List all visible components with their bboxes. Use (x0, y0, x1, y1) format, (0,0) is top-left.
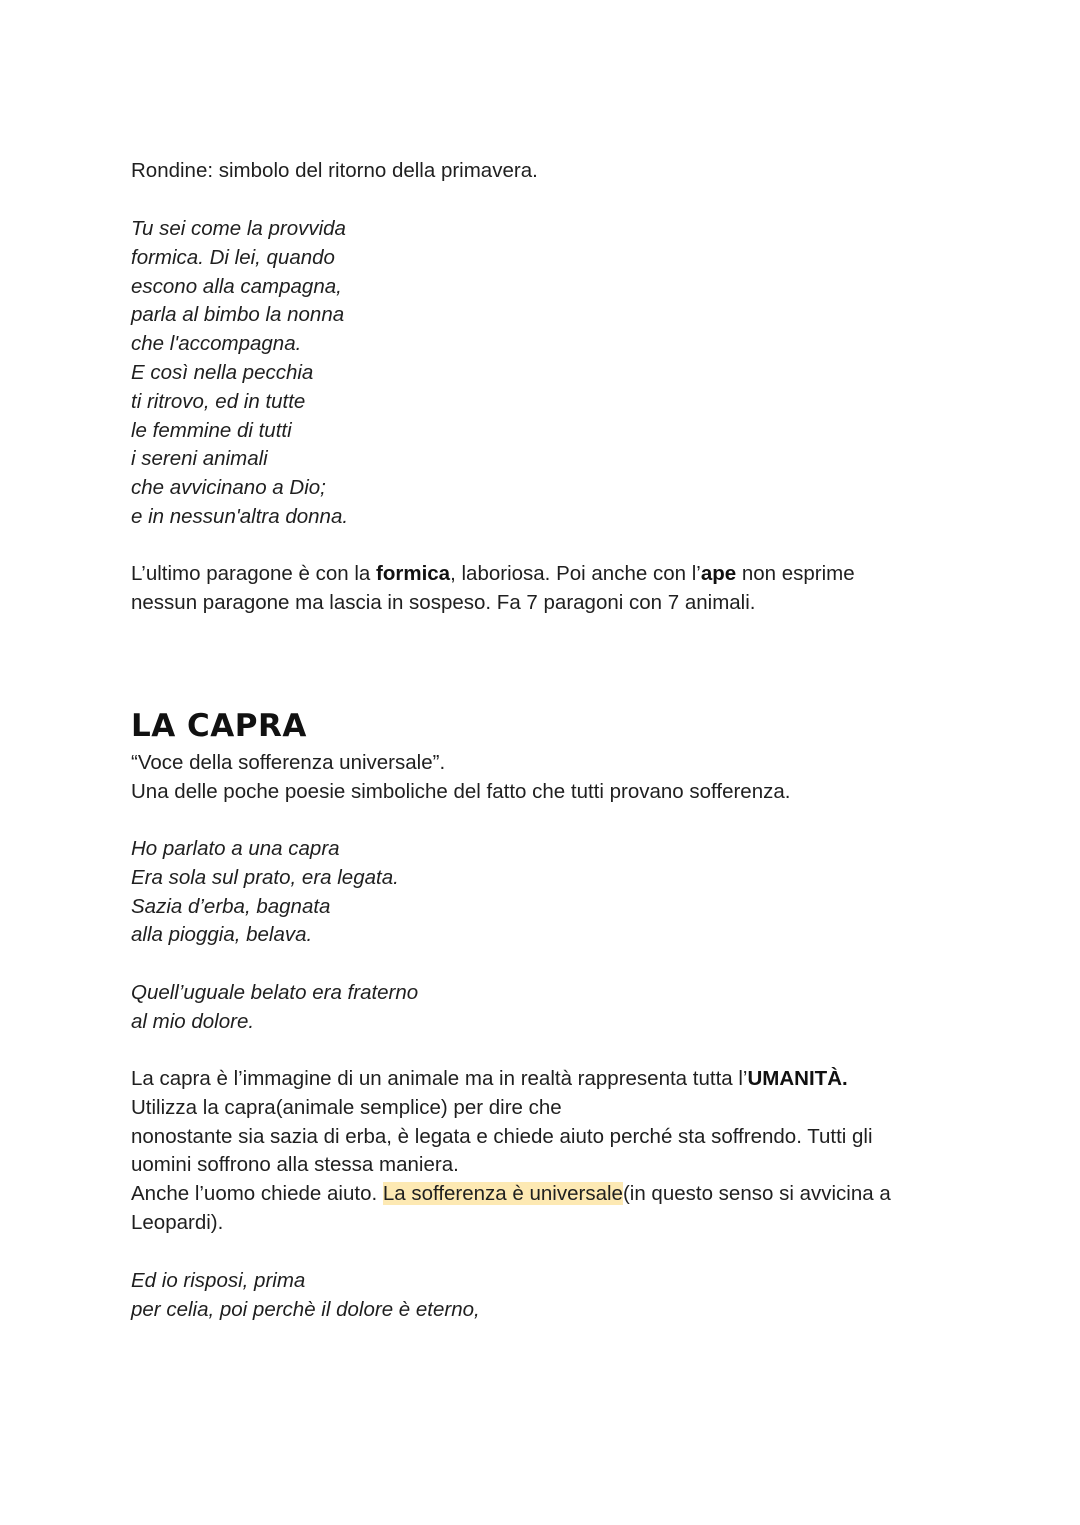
capra-quote: “Voce della sofferenza universale”. (131, 751, 446, 774)
paragraph-line: Leopardi). (131, 1210, 224, 1234)
text-run: non esprime (736, 562, 855, 585)
poem-line: Ho parlato a una capra (131, 837, 340, 860)
poem-line: Quell’uguale belato era fraterno (131, 981, 419, 1004)
paragraph-line: nessun paragone ma lascia in sospeso. Fa 7 paragoni con 7 animali. (131, 590, 756, 614)
text-run: (in questo senso si avvicina a (622, 1182, 891, 1206)
umanita-paragraph (131, 1065, 961, 1238)
poem-line: e in nessun'altra donna. (131, 504, 349, 528)
poem-line: i sereni animali (131, 447, 268, 471)
section-title: LA CAPRA (131, 708, 307, 744)
highlighted-text: La sofferenza è universale (382, 1182, 623, 1206)
paragraph-line (131, 1065, 961, 1094)
poem-line: Sazia d’erba, bagnata (131, 894, 331, 918)
poem-line: E così nella pecchia (131, 360, 314, 384)
capra-desc: Una delle poche poesie simboliche del fatto che tutti provano sofferenza. (131, 779, 791, 803)
poem-line: ti ritrovo, ed in tutte (131, 389, 306, 413)
poem-line: Tu sei come la provvida (131, 217, 346, 240)
paragraph-line: nonostante sia sazia di erba, è legata e chiede aiuto perché sta soffrendo. Tutti gli (131, 1124, 873, 1148)
bold-umanita: UMANITÀ. (747, 1067, 848, 1090)
text-run: , laboriosa. Poi anche con l’ (450, 562, 701, 585)
poem-line: Era sola sul prato, era legata. (131, 865, 399, 889)
paragraph-line: uomini soffrono alla stessa maniera. (131, 1153, 459, 1177)
poem-capra-2 (131, 979, 961, 1037)
intro-paragraph (131, 157, 961, 186)
paragone-paragraph (131, 560, 961, 618)
poem-line: escono alla campagna, (131, 274, 342, 298)
poem-line: al mio dolore. (131, 1009, 255, 1033)
rondine-line: Rondine: simbolo del ritorno della primavera. (131, 159, 538, 182)
poem-line: per celia, poi perchè il dolore è eterno, (131, 1297, 480, 1321)
poem-line: che l'accompagna. (131, 332, 302, 356)
poem-line: alla pioggia, belava. (131, 923, 313, 947)
poem-line: parla al bimbo la nonna (131, 303, 345, 327)
paragraph-line (131, 1180, 961, 1209)
poem-formica (131, 215, 961, 532)
poem-capra-1 (131, 835, 961, 950)
capra-intro (131, 749, 961, 807)
poem-line: formica. Di lei, quando (131, 245, 335, 269)
bold-formica: formica (376, 562, 451, 585)
text-run: La capra è l’immagine di un animale ma in realtà rappresenta tutta l’ (131, 1067, 748, 1090)
poem-capra-3 (131, 1267, 961, 1325)
paragraph-line (131, 560, 961, 589)
poem-line: le femmine di tutti (131, 418, 292, 442)
section-la-capra (131, 706, 961, 746)
poem-line: Ed io risposi, prima (131, 1269, 306, 1292)
text-run: L’ultimo paragone è con la (131, 562, 377, 585)
text-run: Anche l’uomo chiede aiuto. (131, 1182, 383, 1206)
poem-line: che avvicinano a Dio; (131, 476, 326, 500)
bold-ape: ape (700, 562, 737, 585)
paragraph-line: Utilizza la capra(animale semplice) per dire che (131, 1095, 562, 1119)
